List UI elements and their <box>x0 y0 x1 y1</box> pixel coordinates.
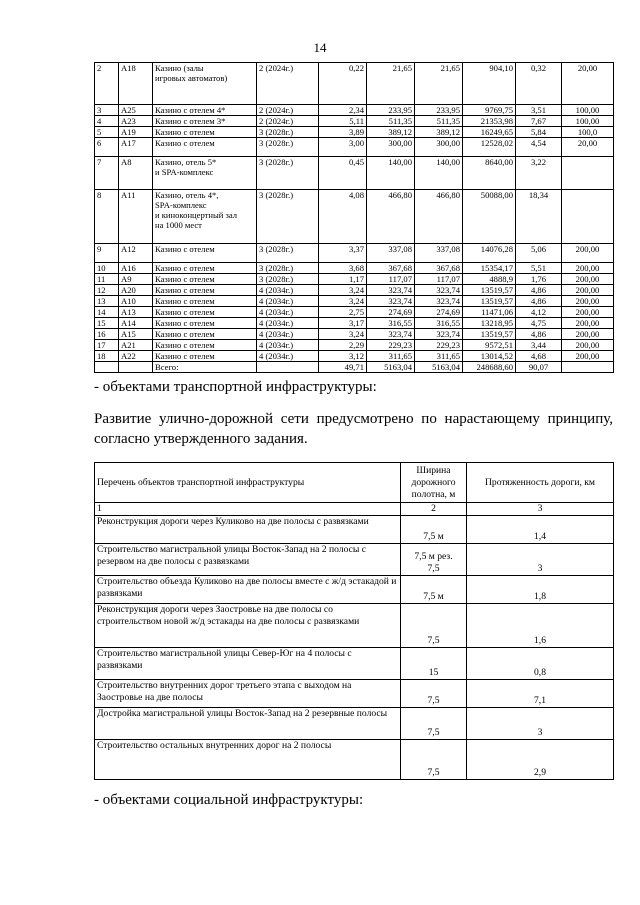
width-cell: 7,5 м <box>401 576 467 604</box>
table-row <box>95 116 614 127</box>
value-cell: 100,00 <box>562 105 614 116</box>
row-number-cell: 5 <box>95 127 119 138</box>
phase-cell: 4 (2034г.) <box>257 296 319 307</box>
table-row <box>95 680 614 708</box>
row-number-cell: 9 <box>95 244 119 263</box>
table-row <box>95 307 614 318</box>
value-cell: 316,55 <box>367 318 415 329</box>
code-cell: A16 <box>119 263 153 274</box>
table-row <box>95 740 614 780</box>
phase-cell: 3 (2028г.) <box>257 263 319 274</box>
phase-cell: 3 (2028г.) <box>257 127 319 138</box>
row-number-cell: 16 <box>95 329 119 340</box>
object-name-cell: Казино, отель 4*, SPA-комплекс и киноконцертный зал на 1000 мест <box>153 190 257 244</box>
row-number-cell: 18 <box>95 351 119 362</box>
width-cell: 7,5 м рез. 7,5 <box>401 544 467 576</box>
width-cell: 15 <box>401 648 467 680</box>
value-cell: 2,29 <box>319 340 367 351</box>
object-name-cell: Казино с отелем <box>153 318 257 329</box>
phase-cell: 4 (2034г.) <box>257 318 319 329</box>
object-name-cell: Казино (залы игровых автоматов) <box>153 63 257 105</box>
value-cell: 274,69 <box>415 307 463 318</box>
object-name-cell: Казино с отелем <box>153 138 257 157</box>
value-cell: 13519,57 <box>463 296 516 307</box>
value-cell: 5,11 <box>319 116 367 127</box>
code-cell: A8 <box>119 157 153 190</box>
value-cell: 311,65 <box>415 351 463 362</box>
value-cell: 7,67 <box>516 116 562 127</box>
value-cell: 337,08 <box>367 244 415 263</box>
value-cell: 511,35 <box>415 116 463 127</box>
value-cell: 200,00 <box>562 274 614 285</box>
width-cell: 7,5 <box>401 740 467 780</box>
value-cell: 4,68 <box>516 351 562 362</box>
value-cell: 100,00 <box>562 116 614 127</box>
code-cell: A14 <box>119 318 153 329</box>
value-cell: 3,00 <box>319 138 367 157</box>
phase-cell: 4 (2034г.) <box>257 351 319 362</box>
code-cell: A13 <box>119 307 153 318</box>
object-name-cell: Строительство магистральной улицы Восток-Запад на 2 полосы с резервом на две полосы с развязками <box>95 544 401 576</box>
value-cell: 200,00 <box>562 296 614 307</box>
row-number-cell: 11 <box>95 274 119 285</box>
value-cell: 4,54 <box>516 138 562 157</box>
value-cell: 233,95 <box>367 105 415 116</box>
value-cell: 9769,75 <box>463 105 516 116</box>
value-cell: 389,12 <box>367 127 415 138</box>
value-cell: 5,06 <box>516 244 562 263</box>
total-value-cell: 49,71 <box>319 362 367 373</box>
value-cell: 4888,9 <box>463 274 516 285</box>
value-cell: 21,65 <box>367 63 415 105</box>
table-row <box>95 127 614 138</box>
value-cell: 200,00 <box>562 244 614 263</box>
value-cell: 140,00 <box>415 157 463 190</box>
value-cell: 0,32 <box>516 63 562 105</box>
value-cell: 140,00 <box>367 157 415 190</box>
object-name-cell: Реконструкция дороги через Куликово на две полосы с развязками <box>95 516 401 544</box>
value-cell: 2,75 <box>319 307 367 318</box>
casino-table-body <box>95 63 614 373</box>
phase-cell: 3 (2028г.) <box>257 157 319 190</box>
row-number-cell: 12 <box>95 285 119 296</box>
phase-cell: 4 (2034г.) <box>257 307 319 318</box>
value-cell: 1,17 <box>319 274 367 285</box>
object-name-cell: Реконструкция дороги через Заостровье на две полосы со строительством новой ж/д эстакады на две полосы с развязками <box>95 604 401 648</box>
value-cell: 3,17 <box>319 318 367 329</box>
value-cell: 316,55 <box>415 318 463 329</box>
table-row <box>95 329 614 340</box>
table-row <box>95 576 614 604</box>
phase-cell: 3 (2028г.) <box>257 244 319 263</box>
header-row <box>95 463 614 503</box>
table-row <box>95 244 614 263</box>
value-cell: 0,45 <box>319 157 367 190</box>
value-cell: 4,86 <box>516 296 562 307</box>
table-row <box>95 274 614 285</box>
object-name-cell: Казино с отелем <box>153 296 257 307</box>
value-cell: 2,34 <box>319 105 367 116</box>
value-cell: 3,51 <box>516 105 562 116</box>
value-cell: 367,68 <box>415 263 463 274</box>
empty-cell <box>257 362 319 373</box>
value-cell: 21,65 <box>415 63 463 105</box>
column-number-cell: 3 <box>467 503 614 516</box>
row-number-cell: 14 <box>95 307 119 318</box>
row-number-cell: 8 <box>95 190 119 244</box>
column-number-row <box>95 503 614 516</box>
value-cell: 13519,57 <box>463 285 516 296</box>
phase-cell: 4 (2034г.) <box>257 285 319 296</box>
value-cell: 229,23 <box>415 340 463 351</box>
value-cell: 100,0 <box>562 127 614 138</box>
phase-cell: 3 (2028г.) <box>257 138 319 157</box>
value-cell: 14076,28 <box>463 244 516 263</box>
object-name-cell: Строительство остальных внутренних дорог на 2 полосы <box>95 740 401 780</box>
code-cell: A19 <box>119 127 153 138</box>
row-number-cell: 2 <box>95 63 119 105</box>
value-cell: 337,08 <box>415 244 463 263</box>
table-row <box>95 648 614 680</box>
value-cell: 12528,02 <box>463 138 516 157</box>
header-cell: Протяженность дороги, км <box>467 463 614 503</box>
value-cell: 21353,98 <box>463 116 516 127</box>
value-cell: 0,22 <box>319 63 367 105</box>
value-cell: 200,00 <box>562 307 614 318</box>
value-cell: 9572,51 <box>463 340 516 351</box>
code-cell: A12 <box>119 244 153 263</box>
header-cell: Перечень объектов транспортной инфраструктуры <box>95 463 401 503</box>
total-value-cell: 248688,60 <box>463 362 516 373</box>
row-number-cell: 6 <box>95 138 119 157</box>
row-number-cell: 10 <box>95 263 119 274</box>
value-cell: 233,95 <box>415 105 463 116</box>
value-cell: 18,34 <box>516 190 562 244</box>
row-number-cell: 4 <box>95 116 119 127</box>
value-cell: 50088,00 <box>463 190 516 244</box>
value-cell: 5,84 <box>516 127 562 138</box>
value-cell: 8640,00 <box>463 157 516 190</box>
object-name-cell: Казино с отелем <box>153 127 257 138</box>
value-cell <box>562 157 614 190</box>
width-cell: 7,5 м <box>401 516 467 544</box>
table-row <box>95 708 614 740</box>
value-cell: 16249,65 <box>463 127 516 138</box>
empty-cell <box>562 362 614 373</box>
phase-cell: 4 (2034г.) <box>257 340 319 351</box>
table-row <box>95 296 614 307</box>
value-cell: 200,00 <box>562 263 614 274</box>
table-row <box>95 263 614 274</box>
value-cell: 15354,17 <box>463 263 516 274</box>
header-cell: Ширина дорожного полотна, м <box>401 463 467 503</box>
value-cell: 466,80 <box>367 190 415 244</box>
value-cell: 200,00 <box>562 318 614 329</box>
length-cell: 2,9 <box>467 740 614 780</box>
code-cell: A23 <box>119 116 153 127</box>
value-cell: 200,00 <box>562 340 614 351</box>
code-cell: A20 <box>119 285 153 296</box>
value-cell: 4,86 <box>516 285 562 296</box>
row-number-cell: 3 <box>95 105 119 116</box>
value-cell: 3,24 <box>319 285 367 296</box>
phase-cell: 3 (2028г.) <box>257 190 319 244</box>
code-cell: A17 <box>119 138 153 157</box>
length-cell: 1,6 <box>467 604 614 648</box>
value-cell: 3,37 <box>319 244 367 263</box>
object-name-cell: Казино с отелем <box>153 274 257 285</box>
value-cell: 200,00 <box>562 329 614 340</box>
value-cell: 300,00 <box>415 138 463 157</box>
code-cell: A22 <box>119 351 153 362</box>
value-cell: 323,74 <box>367 296 415 307</box>
row-number-cell: 7 <box>95 157 119 190</box>
value-cell: 3,44 <box>516 340 562 351</box>
object-name-cell: Казино с отелем <box>153 351 257 362</box>
value-cell: 323,74 <box>415 296 463 307</box>
object-name-cell: Казино с отелем 4* <box>153 105 257 116</box>
page-number: 14 <box>313 40 327 55</box>
phase-cell: 2 (2024г.) <box>257 116 319 127</box>
value-cell: 904,10 <box>463 63 516 105</box>
width-cell: 7,5 <box>401 680 467 708</box>
object-name-cell: Достройка магистральной улицы Восток-Запад на 2 резервные полосы <box>95 708 401 740</box>
code-cell: A11 <box>119 190 153 244</box>
code-cell: A15 <box>119 329 153 340</box>
total-value-cell: 90,07 <box>516 362 562 373</box>
row-number-cell: 15 <box>95 318 119 329</box>
total-row <box>95 362 614 373</box>
value-cell: 3,89 <box>319 127 367 138</box>
development-paragraph: Развитие улично-дорожной сети предусмотрено по нарастающему принципу, согласно утвержденного задания. <box>94 411 613 447</box>
object-name-cell: Казино с отелем <box>153 307 257 318</box>
phase-cell: 2 (2024г.) <box>257 105 319 116</box>
total-value-cell: 5163,04 <box>367 362 415 373</box>
value-cell: 200,00 <box>562 351 614 362</box>
value-cell: 5,51 <box>516 263 562 274</box>
value-cell: 4,86 <box>516 329 562 340</box>
casino-table <box>94 62 614 373</box>
value-cell: 511,35 <box>367 116 415 127</box>
phase-cell: 2 (2024г.) <box>257 63 319 105</box>
value-cell: 311,65 <box>367 351 415 362</box>
table-row <box>95 318 614 329</box>
table-row <box>95 351 614 362</box>
value-cell: 3,68 <box>319 263 367 274</box>
object-name-cell: Строительство внутренних дорог третьего этапа с выходом на Заостровье на две полосы <box>95 680 401 708</box>
table-row <box>95 285 614 296</box>
length-cell: 1,8 <box>467 576 614 604</box>
value-cell: 20,00 <box>562 138 614 157</box>
length-cell: 1,4 <box>467 516 614 544</box>
phase-cell: 4 (2034г.) <box>257 329 319 340</box>
length-cell: 7,1 <box>467 680 614 708</box>
value-cell: 13218,95 <box>463 318 516 329</box>
row-number-cell: 13 <box>95 296 119 307</box>
table-row <box>95 340 614 351</box>
object-name-cell: Казино с отелем 3* <box>153 116 257 127</box>
value-cell: 3,12 <box>319 351 367 362</box>
value-cell: 11471,06 <box>463 307 516 318</box>
object-name-cell: Казино с отелем <box>153 244 257 263</box>
length-cell: 3 <box>467 708 614 740</box>
code-cell: A18 <box>119 63 153 105</box>
value-cell: 4,12 <box>516 307 562 318</box>
object-name-cell: Строительство магистральной улицы Север-Юг на 4 полосы с развязками <box>95 648 401 680</box>
value-cell: 117,07 <box>367 274 415 285</box>
value-cell <box>562 190 614 244</box>
width-cell: 7,5 <box>401 604 467 648</box>
value-cell: 323,74 <box>415 329 463 340</box>
value-cell: 13519,57 <box>463 329 516 340</box>
empty-cell <box>95 362 119 373</box>
value-cell: 466,80 <box>415 190 463 244</box>
value-cell: 20,00 <box>562 63 614 105</box>
table-row <box>95 604 614 648</box>
total-value-cell: 5163,04 <box>415 362 463 373</box>
column-number-cell: 1 <box>95 503 401 516</box>
object-name-cell: Казино с отелем <box>153 285 257 296</box>
value-cell: 3,22 <box>516 157 562 190</box>
value-cell: 323,74 <box>415 285 463 296</box>
table-row <box>95 138 614 157</box>
table-row <box>95 190 614 244</box>
code-cell: A10 <box>119 296 153 307</box>
table-row <box>95 516 614 544</box>
row-number-cell: 17 <box>95 340 119 351</box>
value-cell: 300,00 <box>367 138 415 157</box>
object-name-cell: Казино, отель 5* и SPA-комплекс <box>153 157 257 190</box>
value-cell: 323,74 <box>367 329 415 340</box>
code-cell: A9 <box>119 274 153 285</box>
value-cell: 229,23 <box>367 340 415 351</box>
total-label-cell: Всего: <box>153 362 257 373</box>
value-cell: 200,00 <box>562 285 614 296</box>
value-cell: 274,69 <box>367 307 415 318</box>
value-cell: 4,08 <box>319 190 367 244</box>
value-cell: 3,24 <box>319 329 367 340</box>
table-row <box>95 157 614 190</box>
value-cell: 3,24 <box>319 296 367 307</box>
object-name-cell: Казино с отелем <box>153 329 257 340</box>
transport-table <box>94 462 614 780</box>
object-name-cell: Казино с отелем <box>153 263 257 274</box>
empty-cell <box>119 362 153 373</box>
object-name-cell: Строительство объезда Куликово на две полосы вместе с ж/д эстакадой и развязками <box>95 576 401 604</box>
phase-cell: 3 (2028г.) <box>257 274 319 285</box>
column-number-cell: 2 <box>401 503 467 516</box>
value-cell: 13014,52 <box>463 351 516 362</box>
code-cell: A25 <box>119 105 153 116</box>
value-cell: 4,75 <box>516 318 562 329</box>
value-cell: 389,12 <box>415 127 463 138</box>
transport-heading: - объектами транспортной инфраструктуры: <box>94 379 377 395</box>
value-cell: 117,07 <box>415 274 463 285</box>
transport-table-body <box>95 463 614 780</box>
value-cell: 323,74 <box>367 285 415 296</box>
table-row <box>95 105 614 116</box>
code-cell: A21 <box>119 340 153 351</box>
object-name-cell: Казино с отелем <box>153 340 257 351</box>
social-heading: - объектами социальной инфраструктуры: <box>94 792 364 808</box>
table-row <box>95 544 614 576</box>
width-cell: 7,5 <box>401 708 467 740</box>
value-cell: 1,76 <box>516 274 562 285</box>
length-cell: 0,8 <box>467 648 614 680</box>
table-row <box>95 63 614 105</box>
value-cell: 367,68 <box>367 263 415 274</box>
length-cell: 3 <box>467 544 614 576</box>
